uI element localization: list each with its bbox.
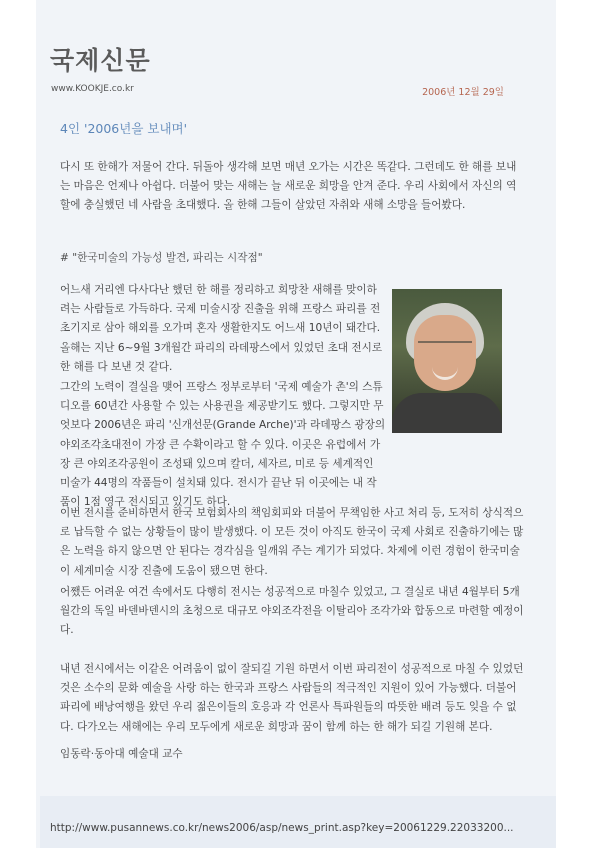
newspaper-masthead: 국제신문 xyxy=(50,46,151,75)
masthead-url: www.KOOKJE.co.kr xyxy=(51,84,134,94)
footer-print-url: http://www.pusannews.co.kr/news2006/asp/news_print.asp?key=20061229.22033200... xyxy=(50,822,514,834)
article-intro: 다시 또 한해가 저물어 간다. 뒤돌아 생각해 보면 매년 오가는 시간은 똑같다. 그런데도 한 해를 보내는 마음은 언제나 아쉽다. 더불어 맞는 새해는 늘 새로운 희망을 안겨 준다. 우리 사회에서 자신의 역할에 충실했던 네 사람을 초대했다. 올 한해 그들이 살았던 자취와 새해 소망을 들어봤다. xyxy=(60,161,517,212)
article-paragraph: 어느새 거리엔 다사다난 했던 한 해를 정리하고 희망찬 새해를 맞이하려는 사람들로 가득하다. 국제 미술시장 진출을 위해 프랑스 파리를 전초기지로 삼아 해외를 오가며 혼자 생활한지도 어느새 10년이 돼간다. 올해는 지난 6~9월 3개월간 파리의 라데팡스에서 있었던 초대 전시로 한 해를 다 보낸 것 같다. xyxy=(60,284,383,373)
article-headline: 4인 '2006년을 보내며' xyxy=(60,121,188,136)
publication-date: 2006년 12월 29일 xyxy=(422,87,504,98)
article-paragraph: 어쨌든 어려운 여건 속에서도 다행히 전시는 성공적으로 마칠수 있었고, 그 결실로 내년 4월부터 5개월간의 독일 바덴바덴시의 초청으로 대규모 야외조각전을 이탈리아 조각가와 합동으로 마련할 예정이다. xyxy=(60,586,524,637)
article-paragraph: 내년 전시에서는 이같은 어려움이 없이 잘되길 기원 하면서 이번 파리전이 성공적으로 마칠 수 있었던 것은 소수의 문화 예술을 사랑 하는 한국과 프랑스 사람들의 적극적인 지원이 있어 가능했다. 더불어 파리에 배낭여행을 왔던 우리 젊은이들의 호응과 각 언론사 특파원들의 따뜻한 배려 등도 잊을 수 없다. 다가오는 새해에는 우리 모두에게 새로운 희망과 꿈이 함께 하는 한 해가 되길 기원해 본다. xyxy=(60,663,524,733)
section-heading: # "한국미술의 가능성 발견, 파리는 시작점" xyxy=(60,252,263,264)
author-portrait xyxy=(392,289,502,433)
article-paragraph: 그간의 노력이 결실을 맺어 프랑스 정부로부터 '국제 예술가 촌'의 스튜디오를 60년간 사용할 수 있는 사용권을 제공받기도 했다. 그렇지만 무엇보다 2006년은 파리 '신개선문(Grande Arche)'과 라데팡스 광장의 야외조각초대전이 가장 큰 수확이라고 할 수 있다. 이곳은 유럽에서 가장 큰 야외조각공원이 조성돼 있으며 칼더, 세자르, 미로 등 세계적인 미술가 44명의 작품들이 설치돼 있다. 전시가 끝난 뒤 이곳에는 내 작품이 1점 영구 전시되고 있기도 하다. xyxy=(60,381,386,509)
article-byline: 임동락·동아대 예술대 교수 xyxy=(60,748,183,760)
article-paragraph: 이번 전시를 준비하면서 한국 보험회사의 책임회피와 더불어 무책임한 사고 처리 등, 도저히 상식적으로 납득할 수 없는 상황들이 많이 발생했다. 이 모든 것이 아직도 한국이 국제 사회로 진출하기에는 많은 노력을 하지 않으면 안 된다는 경각심을 일깨워 주는 계기가 되었다. 차제에 이런 경험이 한국미술이 세계미술 시장 진출에 도움이 됐으면 한다. xyxy=(60,507,524,577)
